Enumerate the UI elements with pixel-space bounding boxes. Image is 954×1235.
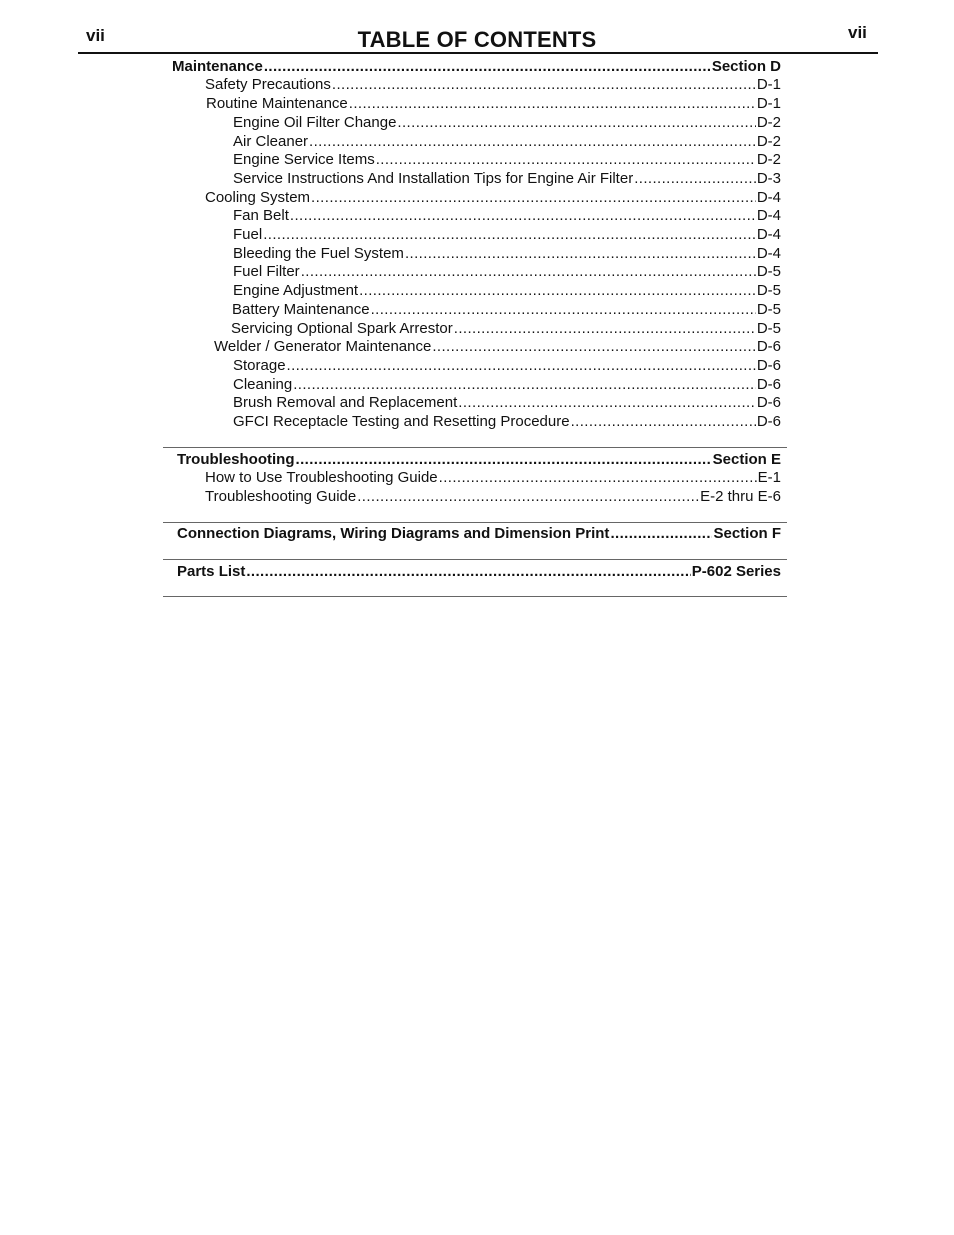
toc-entry[interactable] (233, 132, 781, 151)
toc-entry-label: Connection Diagrams, Wiring Diagrams and Dimension Print (177, 525, 610, 542)
toc-entry-page: Section D (711, 58, 781, 75)
toc-entry[interactable] (231, 319, 781, 338)
page-number-left: vii (86, 26, 105, 45)
toc-entry-page: D-2 (756, 151, 781, 168)
toc-entry-maintenance[interactable] (172, 57, 781, 76)
page-title: TABLE OF CONTENTS (357, 27, 597, 52)
toc-entry-page: D-3 (756, 170, 781, 187)
toc-entry-page: P-602 Series (691, 563, 781, 580)
dot-leader (371, 300, 756, 319)
toc-entry-label: Service Instructions And Installation Tips for Engine Air Filter (233, 170, 634, 187)
toc-entry[interactable] (206, 94, 781, 113)
toc-entry-diagrams[interactable] (177, 524, 781, 543)
toc-entry[interactable] (233, 393, 781, 412)
toc-entry-page: D-4 (756, 207, 781, 224)
toc-entry-page: D-6 (756, 338, 781, 355)
toc-entry-label: Troubleshooting (177, 451, 295, 468)
toc-entry-page: Section F (713, 525, 781, 542)
toc-entry[interactable] (233, 244, 781, 263)
section-divider (163, 596, 787, 597)
toc-entry-label: Maintenance (172, 58, 263, 75)
section-divider (163, 522, 787, 523)
toc-entry-label: Battery Maintenance (232, 301, 370, 318)
toc-entry[interactable] (233, 356, 781, 375)
dot-leader (263, 225, 756, 244)
dot-leader (332, 75, 756, 94)
dot-leader (357, 487, 699, 506)
toc-entry-label: Brush Removal and Replacement (233, 394, 458, 411)
toc-entry-label: Fuel (233, 226, 263, 243)
dot-leader (376, 150, 756, 169)
toc-entry-label: Bleeding the Fuel System (233, 245, 404, 262)
toc-entry-page: E-1 (757, 469, 781, 486)
toc-entry-page: D-1 (756, 95, 781, 112)
dot-leader (293, 375, 756, 394)
toc-entry-page: D-2 (756, 133, 781, 150)
toc-entry-page: D-6 (756, 357, 781, 374)
toc-entry-page: D-5 (756, 282, 781, 299)
toc-entry-page: D-4 (756, 189, 781, 206)
page-number-right: vii (848, 23, 867, 42)
toc-entry[interactable] (233, 225, 781, 244)
dot-leader (246, 562, 690, 581)
toc-entry-label: Servicing Optional Spark Arrestor (231, 320, 453, 337)
dot-leader (359, 281, 756, 300)
toc-entry[interactable] (205, 468, 781, 487)
dot-leader (397, 113, 755, 132)
toc-entry-page: E-2 thru E-6 (700, 488, 781, 505)
dot-leader (405, 244, 756, 263)
dot-leader (458, 393, 756, 412)
dot-leader (264, 57, 711, 76)
dot-leader (610, 524, 712, 543)
toc-entry-label: Troubleshooting Guide (205, 488, 357, 505)
toc-entry-page: Section E (712, 451, 781, 468)
dot-leader (287, 356, 756, 375)
toc-entry[interactable] (233, 169, 781, 188)
dot-leader (454, 319, 756, 338)
dot-leader (349, 94, 756, 113)
toc-entry-label: Safety Precautions (205, 76, 331, 93)
dot-leader (311, 188, 756, 207)
toc-entry[interactable] (233, 375, 781, 394)
toc-entry[interactable] (233, 206, 781, 225)
toc-entry-label: Cleaning (233, 376, 293, 393)
toc-entry-label: Fuel Filter (233, 263, 300, 280)
toc-entry-label: How to Use Troubleshooting Guide (205, 469, 438, 486)
title-divider (78, 52, 878, 54)
toc-entry-label: Welder / Generator Maintenance (214, 338, 432, 355)
toc-entry[interactable] (232, 300, 781, 319)
dot-leader (296, 450, 712, 469)
toc-entry-label: Routine Maintenance (206, 95, 348, 112)
toc-entry-label: Storage (233, 357, 286, 374)
toc-entry-label: Engine Service Items (233, 151, 375, 168)
toc-entry[interactable] (205, 188, 781, 207)
dot-leader (301, 262, 756, 281)
toc-entry[interactable] (205, 487, 781, 506)
dot-leader (439, 468, 757, 487)
toc-entry-page: D-4 (756, 245, 781, 262)
dot-leader (571, 412, 756, 431)
toc-entry-page: D-6 (756, 413, 781, 430)
toc-entry-label: Cooling System (205, 189, 311, 206)
toc-entry[interactable] (205, 75, 781, 94)
toc-entry-label: Engine Adjustment (233, 282, 359, 299)
toc-entry[interactable] (233, 262, 781, 281)
toc-entry-page: D-2 (756, 114, 781, 131)
toc-entry-page: D-1 (756, 76, 781, 93)
toc-entry-page: D-4 (756, 226, 781, 243)
toc-entry[interactable] (214, 337, 781, 356)
dot-leader (432, 337, 755, 356)
toc-entry-page: D-5 (756, 320, 781, 337)
toc-entry-label: Parts List (177, 563, 246, 580)
section-divider (163, 559, 787, 560)
toc-entry[interactable] (233, 150, 781, 169)
toc-entry-page: D-5 (756, 263, 781, 280)
toc-entry-page: D-6 (756, 394, 781, 411)
toc-entry-label: Engine Oil Filter Change (233, 114, 397, 131)
section-divider (163, 447, 787, 448)
toc-entry-label: GFCI Receptacle Testing and Resetting Procedure (233, 413, 570, 430)
toc-entry[interactable] (233, 412, 781, 431)
dot-leader (290, 206, 756, 225)
toc-entry[interactable] (233, 281, 781, 300)
dot-leader (634, 169, 756, 188)
toc-entry[interactable] (233, 113, 781, 132)
toc-entry-troubleshooting[interactable] (177, 450, 781, 469)
toc-entry-parts-list[interactable] (177, 562, 781, 581)
toc-entry-label: Air Cleaner (233, 133, 309, 150)
toc-entry-label: Fan Belt (233, 207, 289, 224)
toc-entry-page: D-5 (756, 301, 781, 318)
toc-entry-page: D-6 (756, 376, 781, 393)
dot-leader (309, 132, 756, 151)
